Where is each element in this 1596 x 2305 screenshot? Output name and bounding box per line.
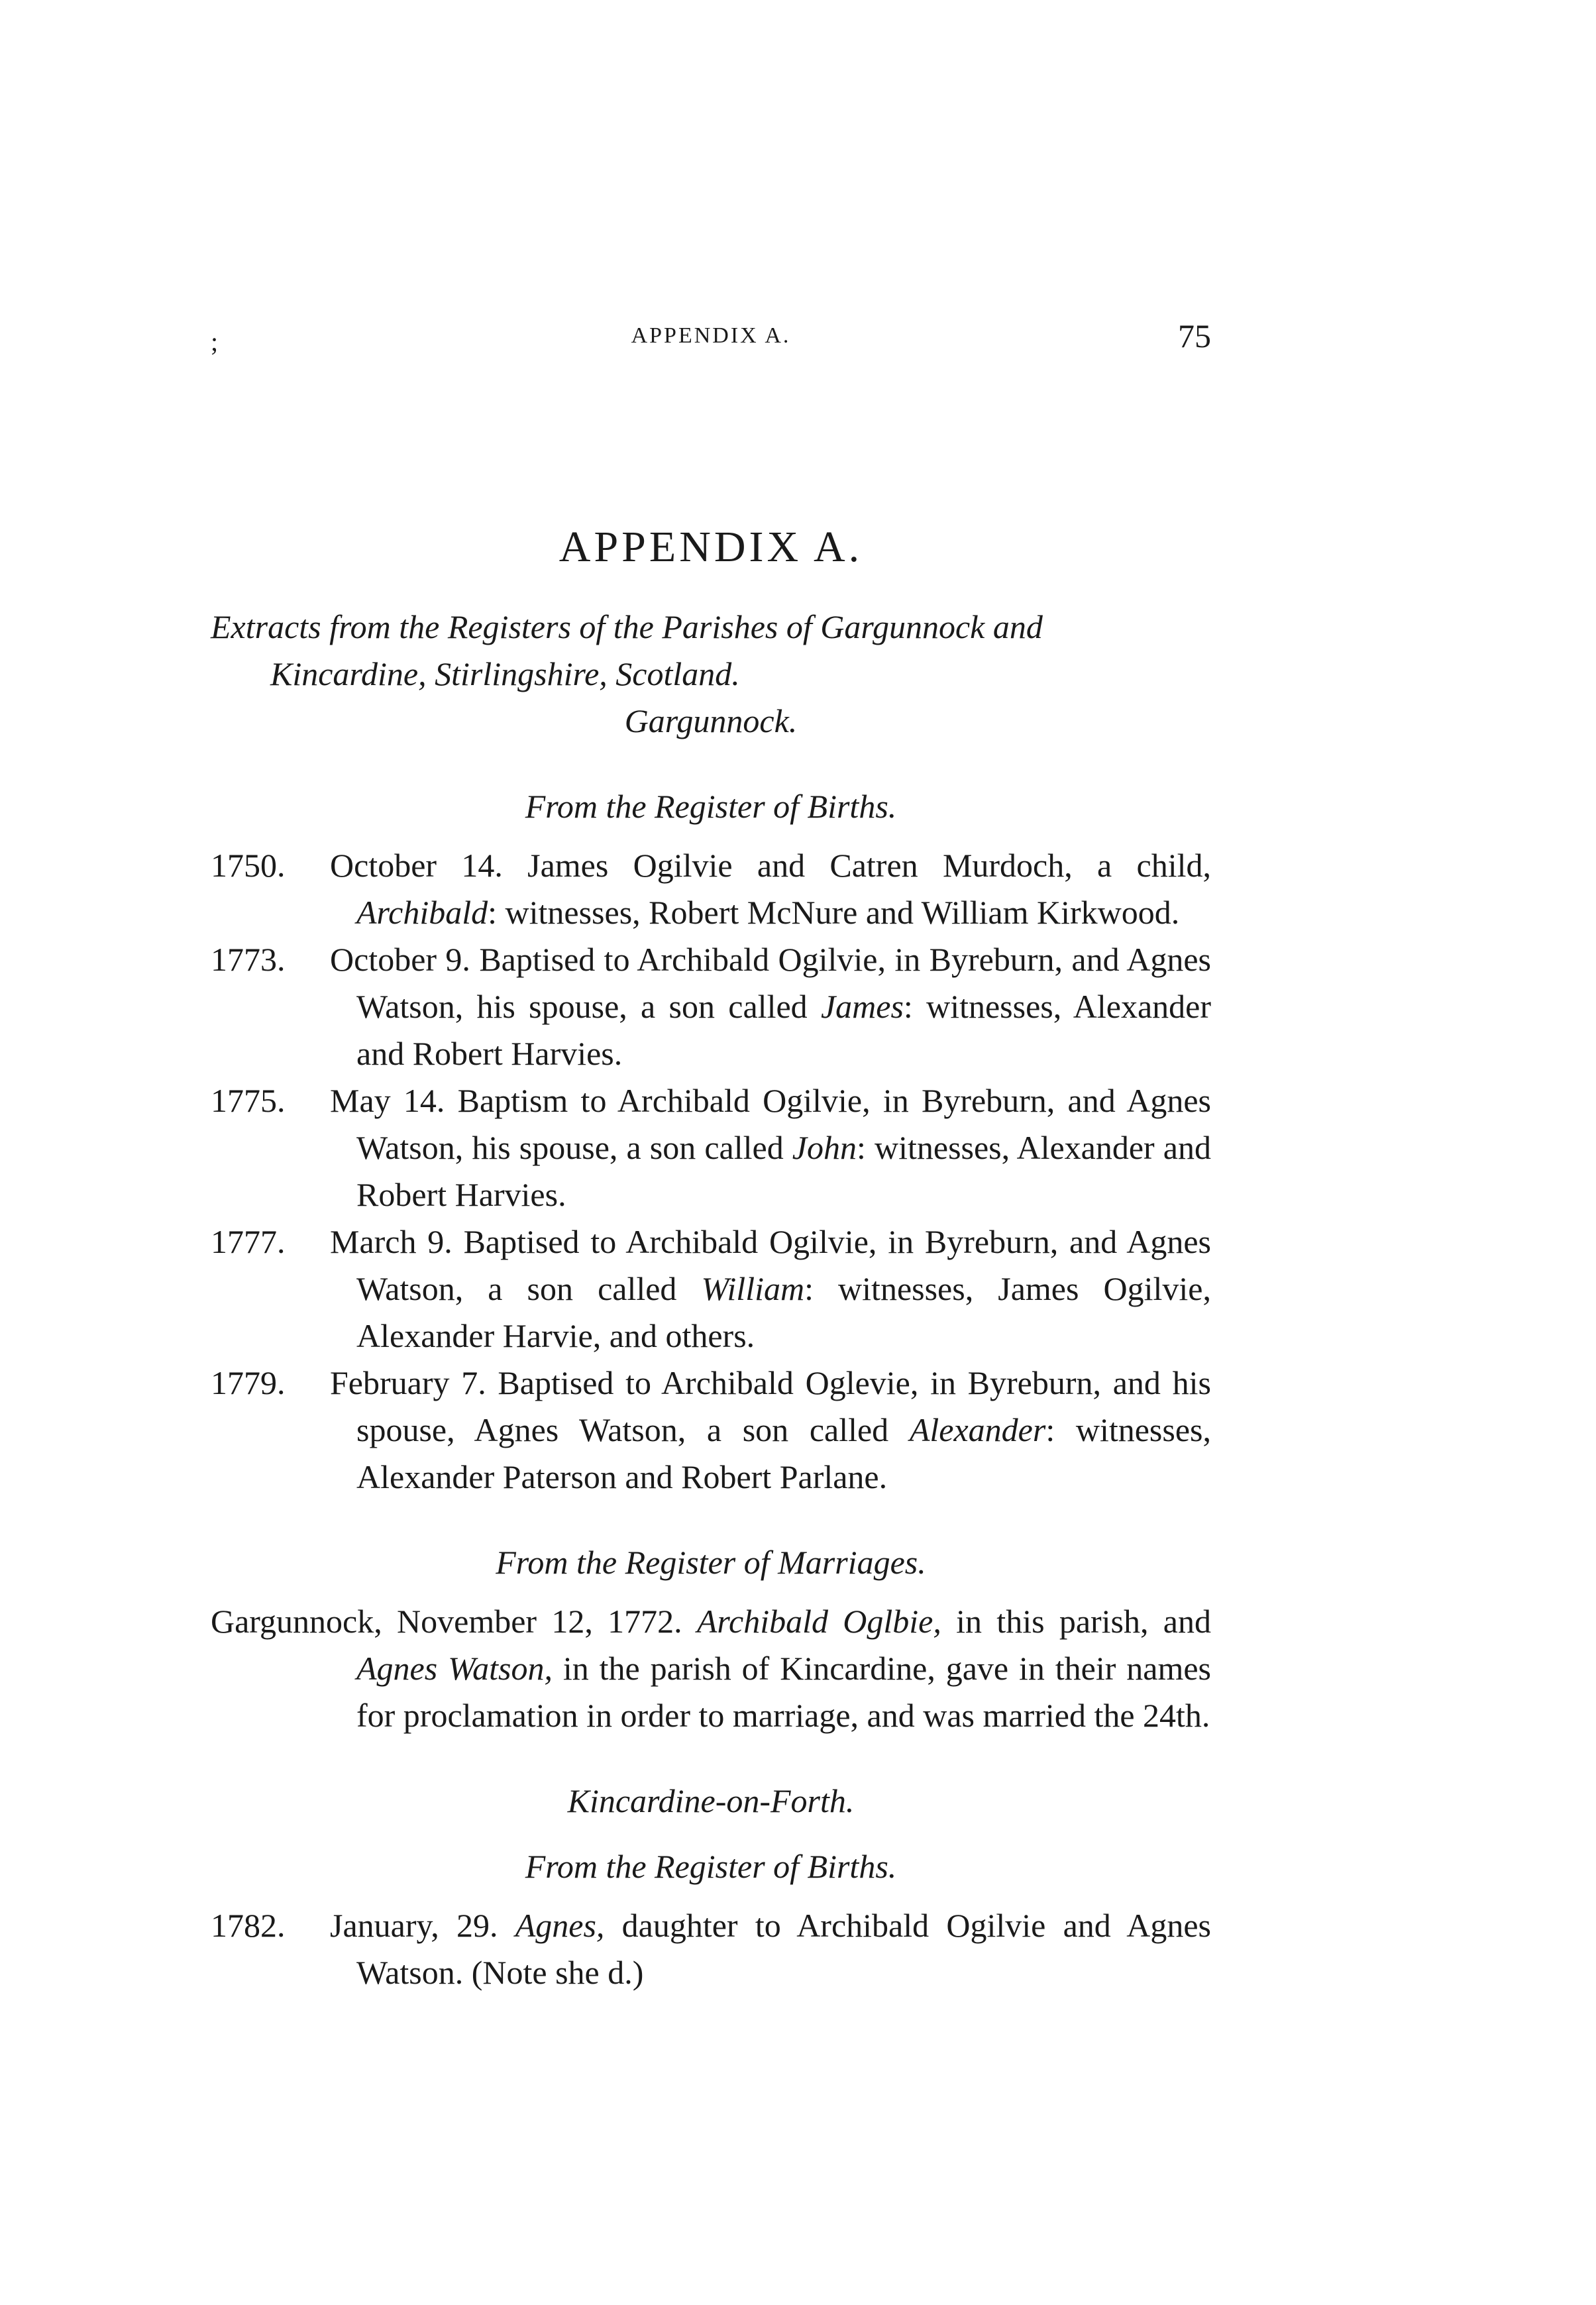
spacer: [211, 1739, 1211, 1778]
entry-text-post: : witnesses, Robert McNure and William Kirkwood.: [488, 894, 1180, 931]
appendix-subtitle: [211, 604, 1211, 698]
entry-child-name: James: [820, 988, 904, 1025]
entry-text-post: : witnesses, Alexander and Robert Harvies.: [356, 988, 1211, 1072]
place-heading-kincardine: Kincardine-on-Forth.: [567, 1782, 855, 1819]
entry-year: 1775.: [211, 1082, 286, 1119]
entry-child-name: William: [701, 1270, 805, 1307]
entry-child-name: John: [792, 1129, 857, 1166]
entry-text-pre: March 9. Baptised to Archibald Ogilvie, in Byreburn, and Agnes Watson, a son called: [330, 1223, 1211, 1307]
entry-text-pre: February 7. Baptised to Archibald Oglevie, in Byreburn, and his spouse, Agnes Watson, a son called: [330, 1364, 1211, 1448]
births-heading-kincardine: From the Register of Births.: [525, 1848, 897, 1885]
birth-entry: [211, 1360, 1211, 1501]
birth-entry: [211, 1218, 1211, 1360]
marriage-bride: Agnes Watson,: [356, 1650, 553, 1687]
subtitle-line-1: Extracts from the Registers of the Parishes of Gargunnock and: [211, 608, 1043, 645]
marriage-entry: [211, 1598, 1211, 1739]
entry-year: 1782.: [211, 1907, 286, 1944]
entry-text: [330, 1902, 1211, 1996]
entry-year: 1750.: [211, 847, 286, 884]
entry-text: [330, 842, 1211, 936]
entry-text: [330, 936, 1211, 1077]
page-number: 75: [1178, 317, 1211, 354]
running-title: APPENDIX A.: [631, 323, 791, 348]
entry-child-name: Agnes,: [515, 1907, 605, 1944]
birth-entry: [211, 842, 1211, 936]
marriage-groom: Archibald Oglbie,: [696, 1603, 941, 1640]
entry-text-pre: May 14. Baptism to Archibald Ogilvie, in Byreburn, and Agnes Watson, his spouse, a son called: [330, 1082, 1211, 1166]
birth-entry: [211, 1077, 1211, 1218]
entry-year: 1777.: [211, 1223, 286, 1260]
birth-entry: [211, 1902, 1211, 1996]
entry-text: [330, 1218, 1211, 1360]
marriages-heading: From the Register of Marriages.: [496, 1544, 926, 1581]
marriage-text-pre: Gargunnock, November 12, 1772.: [211, 1603, 697, 1640]
entry-text-pre: October 14. James Ogilvie and Catren Murdoch, a child,: [330, 847, 1211, 884]
entry-text: [330, 1360, 1211, 1501]
appendix-title: APPENDIX A.: [559, 523, 863, 571]
entry-year: 1779.: [211, 1364, 286, 1401]
births-heading-gargunnock: From the Register of Births.: [525, 788, 897, 825]
marriage-text-mid: in this parish, and: [941, 1603, 1211, 1640]
entry-child-name: Alexander: [909, 1411, 1046, 1448]
text-block: [211, 523, 1211, 1996]
margin-mark: ;: [211, 327, 219, 356]
entry-text: [330, 1077, 1211, 1218]
entry-text-post: : witnesses, James Ogilvie, Alexander Harvie, and others.: [356, 1270, 1211, 1354]
place-heading-gargunnock: Gargunnock.: [624, 702, 798, 739]
entry-year: 1773.: [211, 941, 286, 978]
marriage-text-post: in the parish of Kincardine, gave in their names for proclamation in order to marriage, and was married the 24th.: [356, 1650, 1211, 1734]
entry-text-pre: October 9. Baptised to Archibald Ogilvie, in Byreburn, and Agnes Watson, his spouse, a son called: [330, 941, 1211, 1025]
entry-text-post: : witnesses, Alexander and Robert Harvies.: [356, 1129, 1211, 1213]
spacer: [211, 1501, 1211, 1539]
subtitle-line-2: Kincardine, Stirlingshire, Scotland.: [270, 655, 740, 692]
entry-text-post: : witnesses, Alexander Paterson and Robert Parlane.: [356, 1411, 1212, 1495]
entry-text-post: daughter to Archibald Ogilvie and Agnes Watson. (Note she d.): [356, 1907, 1211, 1991]
birth-entry: [211, 936, 1211, 1077]
entry-child-name: Archibald: [356, 894, 488, 931]
entry-text-pre: January, 29.: [330, 1907, 515, 1944]
running-head: [211, 317, 1211, 356]
